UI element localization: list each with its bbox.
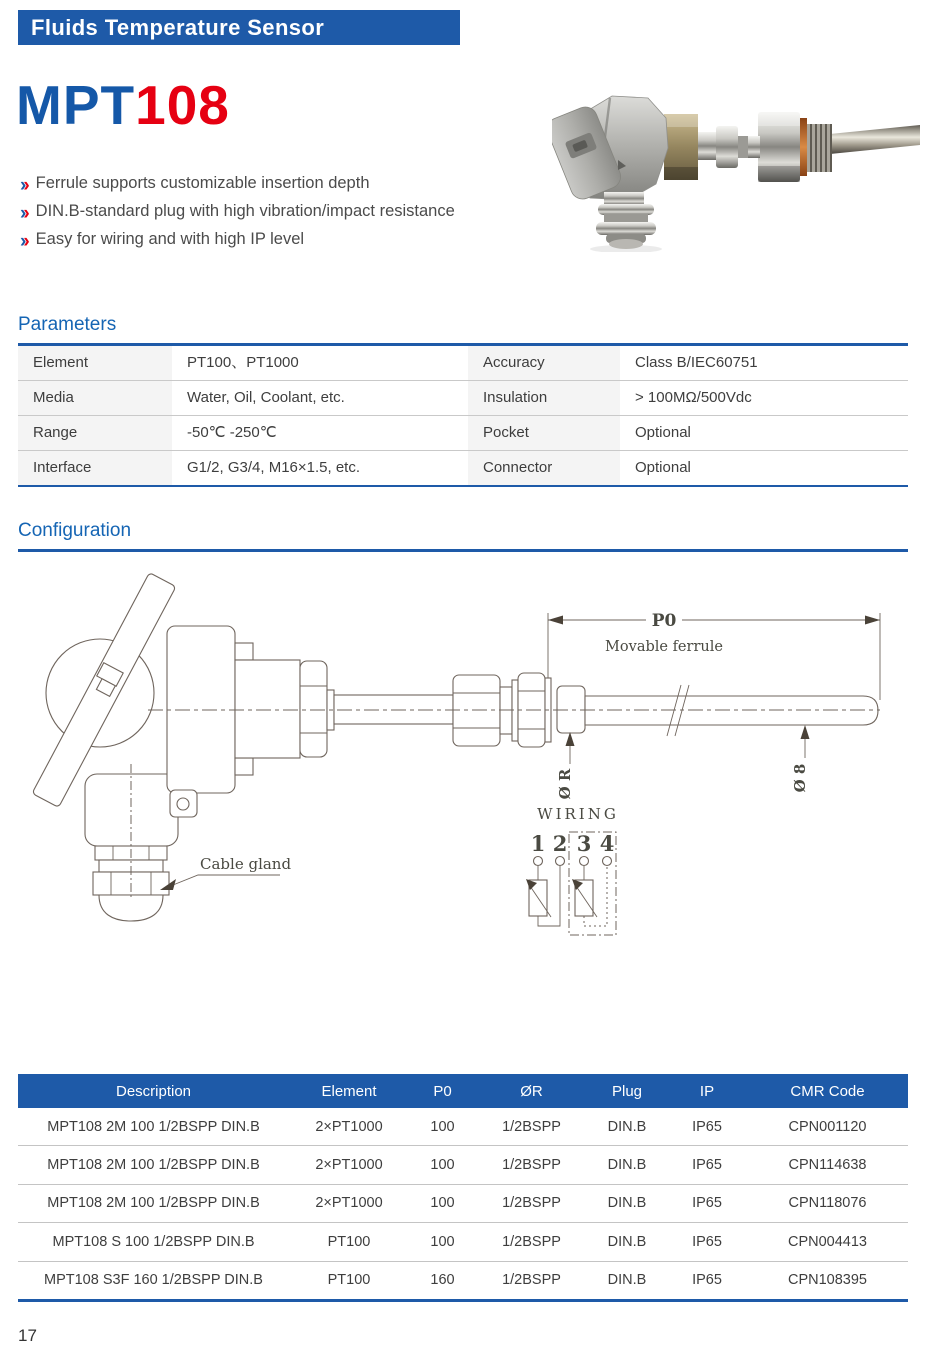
param-value: PT100、PT1000 [187, 354, 299, 371]
model-suffix: 108 [135, 74, 230, 136]
terminal-3-label: 3 [576, 831, 592, 856]
photo-connection-head [552, 96, 668, 203]
cell-description: MPT108 2M 100 1/2BSPP DIN.B [47, 1195, 260, 1212]
cell-cmr-code: CPN004413 [788, 1233, 867, 1250]
column-header: Element [321, 1082, 377, 1100]
param-value: -50℃ -250℃ [187, 424, 277, 441]
configuration-rule [18, 549, 908, 552]
cell-diameter: 1/2BSPP [502, 1272, 561, 1289]
cable-gland-callout [160, 855, 291, 890]
cell-plug: DIN.B [607, 1118, 647, 1135]
model-prefix: MPT [16, 74, 136, 136]
param-value: > 100MΩ/500Vdc [635, 389, 752, 406]
parameters-row [18, 346, 908, 380]
cell-element: PT100 [327, 1233, 371, 1250]
cell-ip: IP65 [692, 1157, 722, 1174]
cell-cmr-code: CPN114638 [788, 1157, 867, 1174]
param-value: Optional [635, 424, 691, 441]
parameters-heading: Parameters [18, 314, 117, 335]
param-label: Interface [18, 451, 172, 485]
parameters-row [18, 415, 908, 450]
feature-text: DIN.B-standard plug with high vibration/impact resistance [35, 202, 455, 220]
cell-description: MPT108 S3F 160 1/2BSPP DIN.B [44, 1272, 263, 1289]
cell-diameter: 1/2BSPP [502, 1118, 561, 1135]
photo-compression-fitting [664, 114, 760, 180]
head-drawing [32, 573, 300, 846]
cell-p0: 100 [430, 1157, 455, 1174]
p0-label: P0 [651, 611, 677, 631]
cell-ip: IP65 [692, 1233, 722, 1250]
cell-ip: IP65 [692, 1272, 722, 1289]
parameters-row [18, 450, 908, 485]
p0-dimension [548, 611, 880, 700]
param-value: Class B/IEC60751 [635, 354, 758, 371]
photo-process-connection [758, 112, 832, 182]
cell-cmr-code: CPN001120 [788, 1118, 867, 1135]
parameters-table [18, 343, 908, 487]
cell-p0: 160 [430, 1272, 455, 1289]
cable-gland-label: Cable gland [200, 855, 292, 873]
diameter-callouts [556, 725, 810, 799]
column-header: Plug [611, 1082, 643, 1100]
diameter-r-label: Ø R [556, 768, 574, 800]
page-number: 17 [18, 1326, 37, 1345]
feature-text: Ferrule supports customizable insertion depth [35, 174, 370, 192]
configuration-heading: Configuration [18, 520, 132, 541]
page-title-bar [18, 10, 460, 45]
movable-ferrule-label: Movable ferrule [605, 639, 723, 655]
cell-ip: IP65 [692, 1195, 722, 1212]
terminal-4-label: 4 [599, 831, 615, 856]
product-table [18, 1074, 908, 1302]
cell-cmr-code: CPN118076 [788, 1195, 867, 1212]
feature-list [20, 174, 540, 258]
cell-element: 2×PT1000 [315, 1157, 383, 1174]
column-header: ØR [520, 1082, 543, 1100]
column-header: IP [699, 1082, 715, 1100]
param-label: Range [18, 416, 172, 450]
cell-p0: 100 [430, 1233, 455, 1250]
cell-element: PT100 [327, 1272, 371, 1289]
cell-cmr-code: CPN108395 [788, 1272, 867, 1289]
model-name [16, 74, 230, 136]
column-header: CMR Code [790, 1082, 865, 1100]
cell-p0: 100 [430, 1118, 455, 1135]
cell-description: MPT108 S 100 1/2BSPP DIN.B [52, 1233, 255, 1250]
cell-diameter: 1/2BSPP [502, 1233, 561, 1250]
feature-item [20, 202, 540, 230]
param-label: Pocket [468, 416, 620, 450]
product-photo [552, 84, 926, 252]
param-label: Element [18, 346, 172, 380]
configuration-drawing [18, 568, 908, 1038]
parameters-row [18, 380, 908, 415]
wiring-diagram [526, 805, 619, 935]
cell-diameter: 1/2BSPP [502, 1157, 561, 1174]
param-label: Insulation [468, 381, 620, 415]
cell-plug: DIN.B [607, 1272, 647, 1289]
cell-plug: DIN.B [607, 1157, 647, 1174]
param-value: Optional [635, 459, 691, 476]
param-label: Accuracy [468, 346, 620, 380]
diameter-8-label: Ø 8 [791, 763, 809, 793]
cell-ip: IP65 [692, 1118, 722, 1135]
photo-cable-gland [596, 192, 656, 249]
cell-diameter: 1/2BSPP [502, 1195, 561, 1212]
cell-plug: DIN.B [607, 1233, 647, 1250]
terminal-2-label: 2 [552, 831, 568, 856]
param-label: Media [18, 381, 172, 415]
wiring-title: WIRING [537, 805, 619, 823]
param-value: Water, Oil, Coolant, etc. [187, 389, 345, 406]
cell-p0: 100 [430, 1195, 455, 1212]
chevron-bullet-icon: ›› [20, 231, 27, 252]
table-row [18, 1223, 908, 1261]
feature-text: Easy for wiring and with high IP level [35, 230, 305, 248]
cell-description: MPT108 2M 100 1/2BSPP DIN.B [47, 1118, 260, 1135]
feature-item [20, 230, 540, 258]
chevron-bullet-icon: ›› [20, 203, 27, 224]
chevron-bullet-icon: ›› [20, 175, 27, 196]
param-label: Connector [468, 451, 620, 485]
terminal-1-label: 1 [530, 831, 546, 856]
cell-plug: DIN.B [607, 1195, 647, 1212]
cell-element: 2×PT1000 [315, 1118, 383, 1135]
column-header: Description [115, 1082, 192, 1100]
cell-description: MPT108 2M 100 1/2BSPP DIN.B [47, 1157, 260, 1174]
page-title: Fluids Temperature Sensor [31, 15, 325, 40]
product-table-header [18, 1074, 908, 1108]
table-row [18, 1262, 908, 1299]
table-row [18, 1108, 908, 1146]
param-value: G1/2, G3/4, M16×1.5, etc. [187, 459, 361, 476]
table-row [18, 1146, 908, 1184]
feature-item [20, 174, 540, 202]
table-row [18, 1185, 908, 1223]
column-header: P0 [433, 1082, 452, 1100]
cell-element: 2×PT1000 [315, 1195, 383, 1212]
photo-probe-tube [830, 125, 920, 154]
